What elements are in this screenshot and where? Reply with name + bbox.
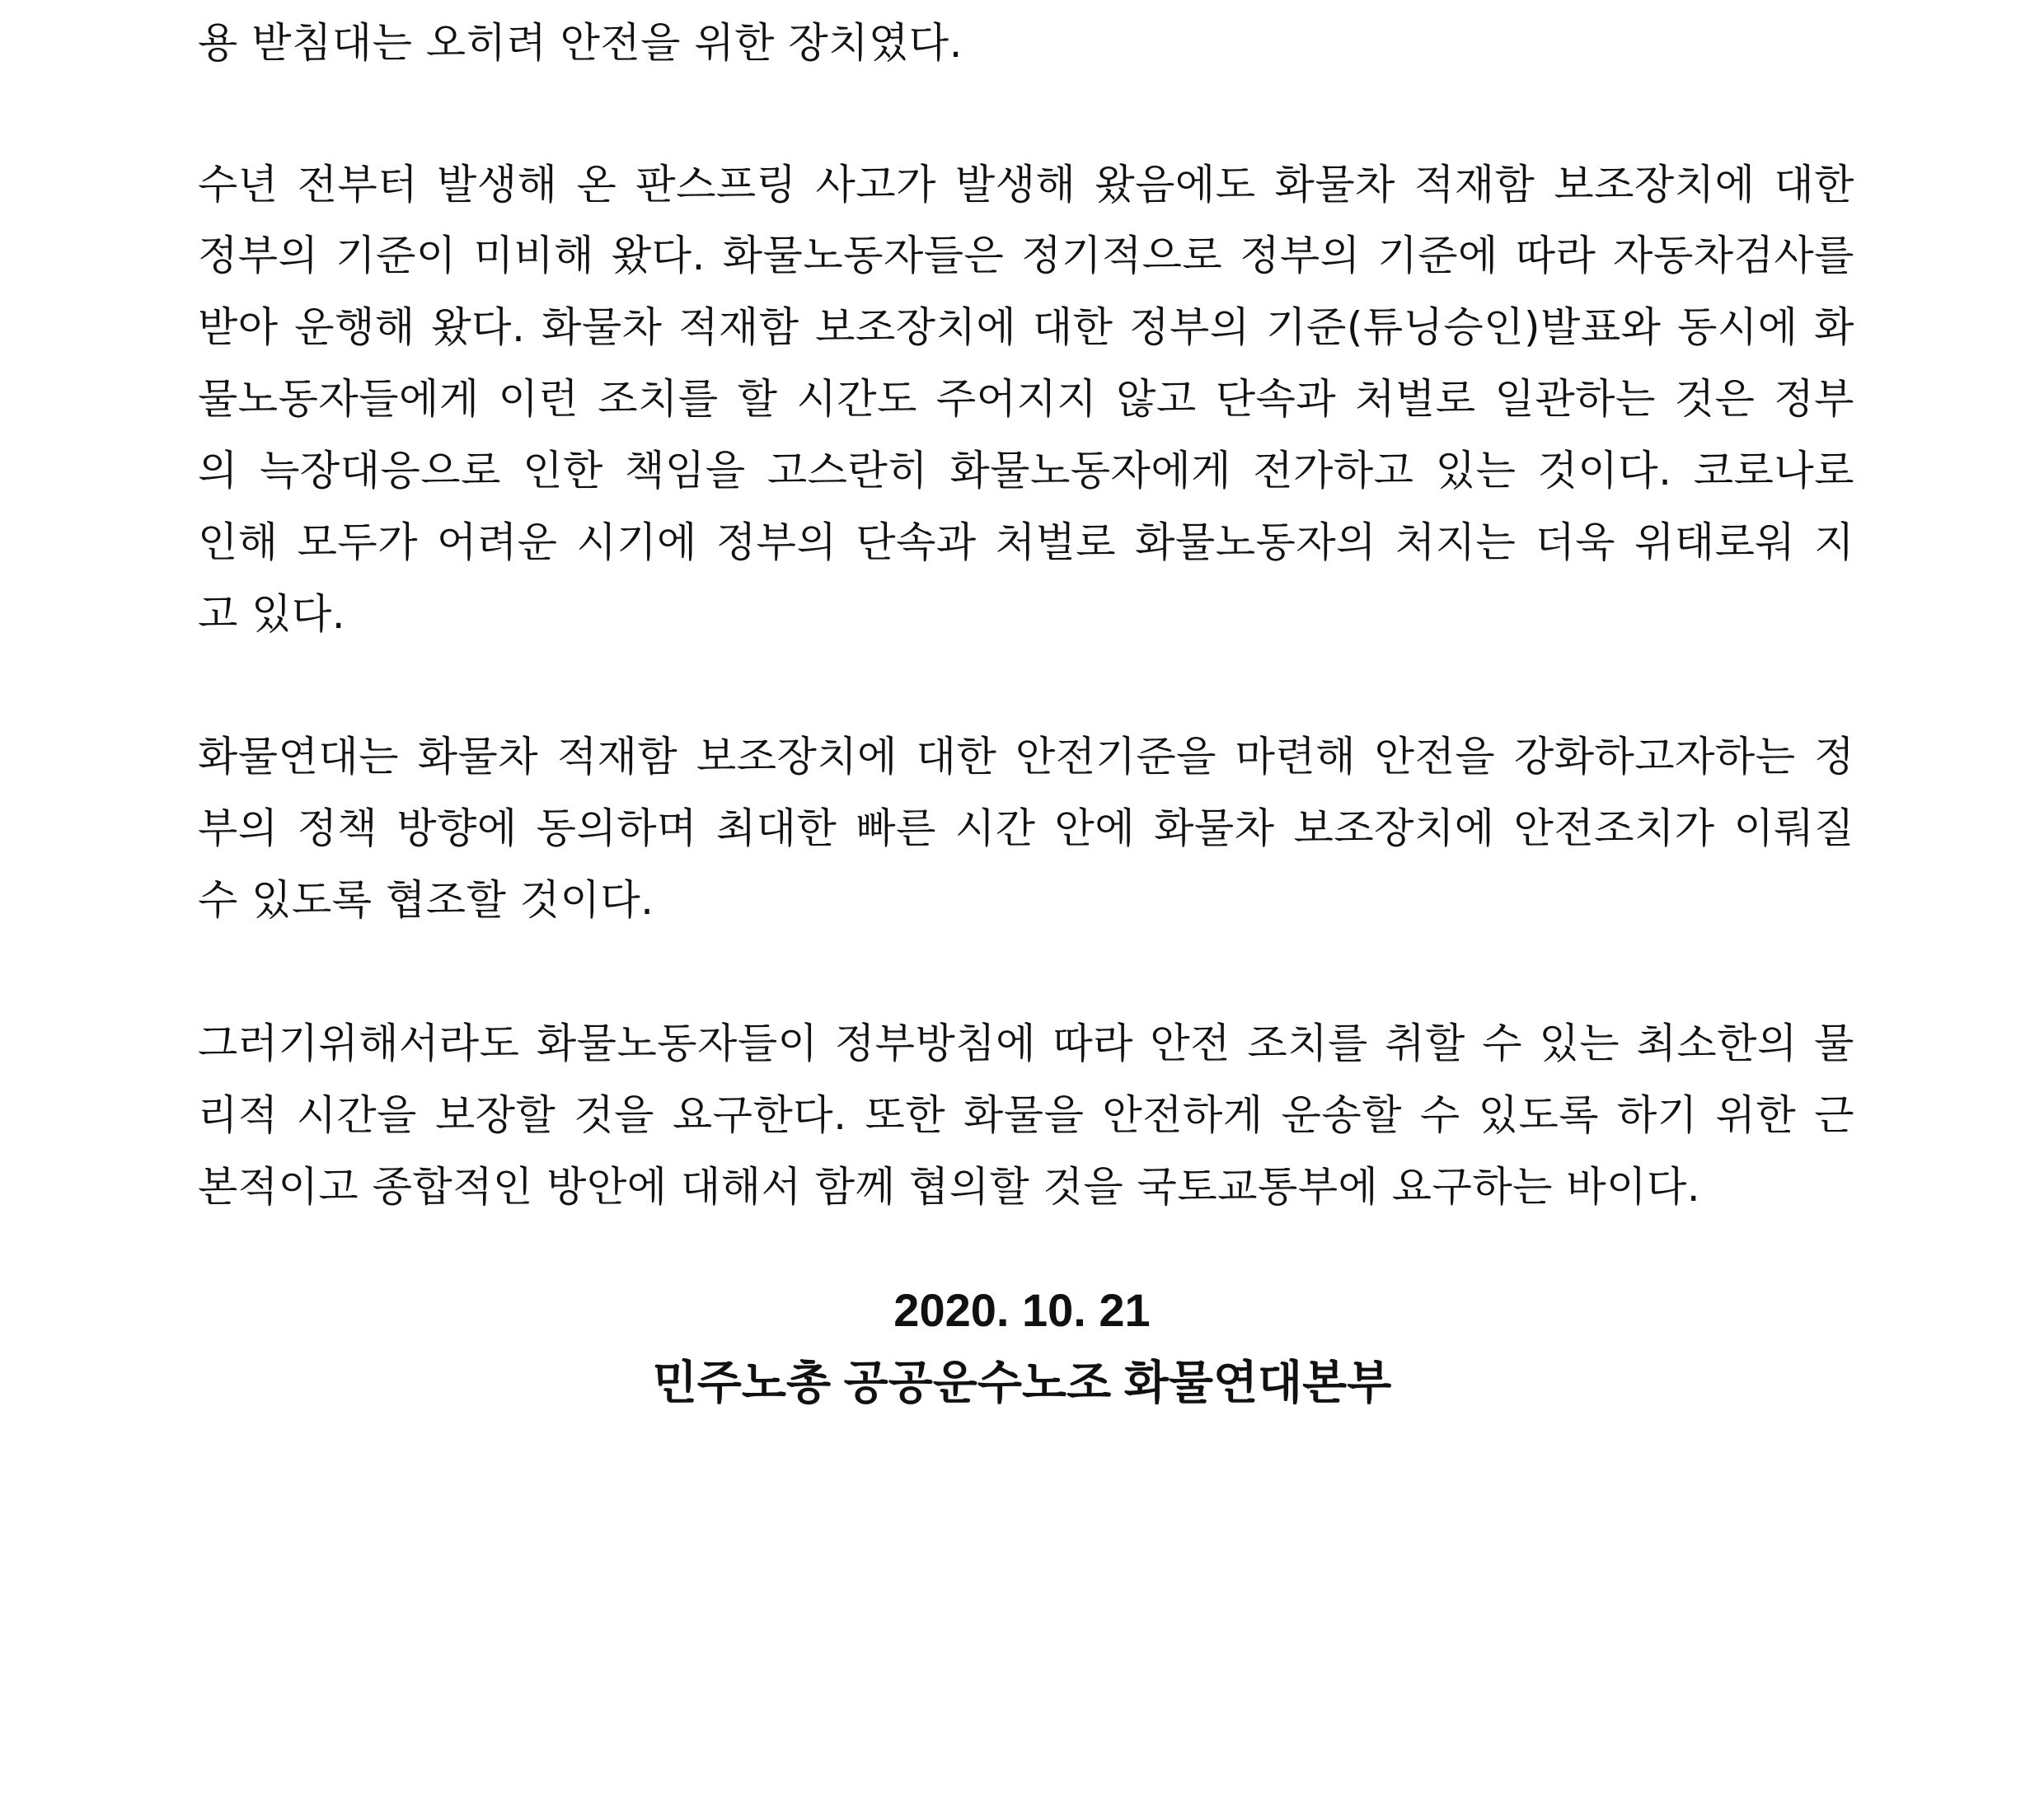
document-date: 2020. 10. 21 [893,1284,1151,1336]
paragraph-3-line-1: 화물연대는 화물차 적재함 보조장치에 대한 안전기준을 마련해 안전을 강화하고자하는 정 [198,733,1854,780]
signing-organization: 민주노총 공공운수노조 화물연대본부 [652,1357,1392,1409]
paragraph-4-line-3: 본적이고 종합적인 방안에 대해서 함께 협의할 것을 국토교통부에 요구하는 바이다. [198,1163,1701,1211]
paragraph-3-line-2: 부의 정책 방향에 동의하며 최대한 빠른 시간 안에 화물차 보조장치에 안전조치가 이뤄질 [198,804,1854,852]
paragraph-2-line-3: 받아 운행해 왔다. 화물차 적재함 보조장치에 대한 정부의 기준(튜닝승인)발표와 동시에 화 [198,303,1854,351]
paragraph-4-line-1: 그러기위해서라도 화물노동자들이 정부방침에 따라 안전 조치를 취할 수 있는 최소한의 물 [198,1020,1854,1067]
paragraph-4-line-2: 리적 시간을 보장할 것을 요구한다. 또한 화물을 안전하게 운송할 수 있도록 하기 위한 근 [198,1091,1854,1139]
paragraph-2-line-7: 고 있다. [198,590,346,638]
paragraph-2-line-6: 인해 모두가 어려운 시기에 정부의 단속과 처벌로 화물노동자의 처지는 더욱 위태로워 지 [198,518,1854,566]
paragraph-2-line-2: 정부의 기준이 미비해 왔다. 화물노동자들은 정기적으로 정부의 기준에 따라 자동차검사를 [198,232,1854,279]
paragraph-2-line-5: 의 늑장대응으로 인한 책임을 고스란히 화물노동자에게 전가하고 있는 것이다. 코로나로 [198,447,1854,495]
paragraph-2-line-4: 물노동자들에게 이런 조치를 할 시간도 주어지지 않고 단속과 처벌로 일관하는 것은 정부 [198,375,1854,423]
paragraph-1-line-1: 용 받침대는 오히려 안전을 위한 장치였다. [198,19,963,67]
paragraph-3-line-3: 수 있도록 협조할 것이다. [198,876,654,924]
paragraph-2-line-1: 수년 전부터 발생해 온 판스프링 사고가 발생해 왔음에도 화물차 적재함 보조장치에 대한 [198,161,1854,209]
